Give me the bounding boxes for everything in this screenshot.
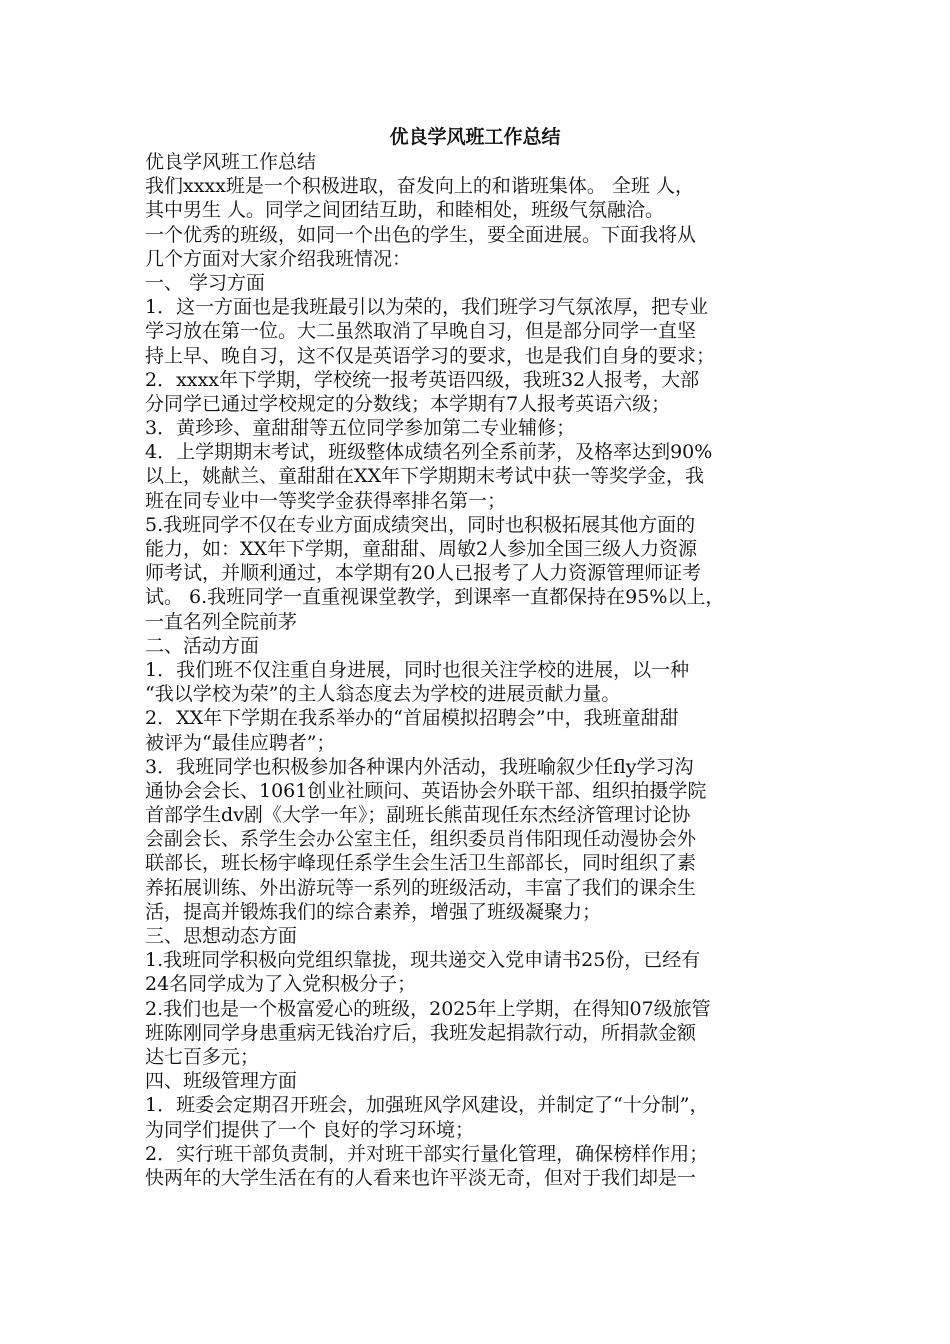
text-line: 2．xxxx年下学期，学校统一报考英语四级，我班32人报考，大部 <box>145 368 700 391</box>
text-line: 分同学已通过学校规定的分数线；本学期有7人报考英语六级； <box>145 392 671 415</box>
text-line: “我以学校为荣”的主人翁态度去为学校的进展贡献力量。 <box>145 683 621 706</box>
text-line: 2．实行班干部负责制，并对班干部实行量化管理，确保榜样作用； <box>145 1142 709 1165</box>
text-line: 达七百多元； <box>145 1045 260 1068</box>
text-line: 我们xxxx班是一个积极进取，奋发向上的和谐班集体。 全班 人， <box>145 175 694 198</box>
text-line: 试。 6.我班同学一直重视课堂教学，到课率一直都保持在95%以上， <box>145 586 725 609</box>
text-line: 为同学们提供了一个 良好的学习环境； <box>145 1118 475 1141</box>
text-line: 快两年的大学生活在有的人看来也许平淡无奇，但对于我们却是一 <box>145 1166 697 1189</box>
text-line: 活，提高并锻炼我们的综合素养，增强了班级凝聚力； <box>145 900 602 923</box>
text-line: 被评为“最佳应聘者”； <box>145 731 336 754</box>
text-line: 24名同学成为了入党积极分子； <box>145 973 417 996</box>
text-line: 5.我班同学不仅在专业方面成绩突出，同时也积极拓展其他方面的 <box>145 513 696 536</box>
text-line: 以上，姚献兰、童甜甜在XX年下学期期末考试中获一等奖学金，我 <box>145 465 705 488</box>
text-line: 1．这一方面也是我班最引以为荣的，我们班学习气氛浓厚，把专业 <box>145 296 709 319</box>
text-line: 1.我班同学积极向党组织靠拢，现共递交入党申请书25份，已经有 <box>145 949 701 972</box>
text-line: 会副会长、系学生会办公室主任，组织委员肖伟阳现任动漫协会外 <box>145 828 697 851</box>
text-line: 其中男生 人。同学之间团结互助，和睦相处，班级气氛融洽。 <box>145 199 665 222</box>
text-line: 持上早、晚自习，这不仅是英语学习的要求，也是我们自身的要求； <box>145 344 716 367</box>
text-line: 一、 学习方面 <box>145 271 266 294</box>
text-line: 首部学生dv剧《大学一年》；副班长熊苗现任东杰经济管理讨论协 <box>145 804 691 827</box>
text-line: 班在同专业中一等奖学金获得率排名第一； <box>145 489 507 512</box>
text-line: 四、班级管理方面 <box>145 1070 298 1093</box>
text-line: 3．我班同学也积极参加各种课内外活动，我班喻叙少任fly学习沟 <box>145 755 694 778</box>
text-line: 学习放在第一位。大二虽然取消了早晚自习，但是部分同学一直坚 <box>145 320 697 343</box>
text-line: 养拓展训练、外出游玩等一系列的班级活动，丰富了我们的课余生 <box>145 876 697 899</box>
text-line: 师考试，并顺利通过，本学期有20人已报考了人力资源管理师证考 <box>145 562 702 585</box>
text-line: 4．上学期期末考试，班级整体成绩名列全系前茅，及格率达到90% <box>145 441 713 464</box>
document-title: 优良学风班工作总结 <box>389 126 561 148</box>
text-line: 通协会会长、1061创业社顾问、英语协会外联干部、组织拍摄学院 <box>145 779 707 802</box>
text-line: 1．班委会定期召开班会，加强班风学风建设，并制定了“十分制”， <box>145 1094 709 1117</box>
text-line: 三、思想动态方面 <box>145 925 298 947</box>
text-line: 2.我们也是一个极富爱心的班级，2025年上学期，在得知07级旅管 <box>145 997 711 1020</box>
text-line: 一直名列全院前茅 <box>145 610 298 633</box>
text-line: 联部长，班长杨宇峰现任系学生会生活卫生部部长，同时组织了素 <box>145 852 697 875</box>
text-line: 2．XX年下学期在我系举办的“首届模拟招聘会”中，我班童甜甜 <box>145 707 679 730</box>
text-line: 能力，如：XX年下学期，童甜甜、周敏2人参加全国三级人力资源 <box>145 538 698 560</box>
text-line: 优良学风班工作总结 <box>145 151 317 173</box>
text-line: 3．黄珍珍、童甜甜等五位同学参加第二专业辅修； <box>145 417 576 440</box>
text-line: 二、活动方面 <box>145 634 260 657</box>
text-line: 一个优秀的班级，如同一个出色的学生，要全面进展。下面我将从 <box>145 223 697 246</box>
text-line: 几个方面对大家介绍我班情况： <box>145 247 412 270</box>
text-line: 1．我们班不仅注重自身进展，同时也很关注学校的进展，以一种 <box>145 658 690 681</box>
document-body <box>145 150 815 1190</box>
text-line: 班陈刚同学身患重病无钱治疗后，我班发起捐款行动，所捐款金额 <box>145 1021 697 1044</box>
